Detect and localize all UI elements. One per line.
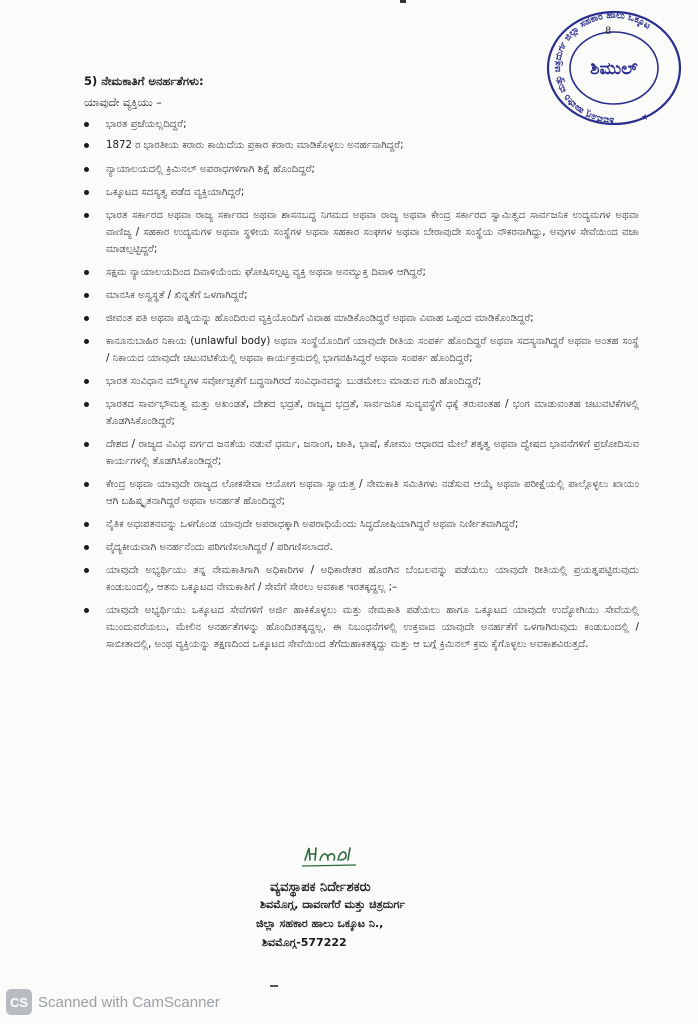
- list-item: ದೇಶದ / ರಾಜ್ಯದ ವಿವಿಧ ವರ್ಗದ ಜನತೆಯ ನಡುವೆ ಧರ್ಮ, ಜನಾಂಗ, ಜಾತಿ, ಭಾಷೆ, ಕೋಮು ಆಧಾರದ ಮೇಲೆ ಶತೃತ್ವ ಅಥವಾ ದ್ವೇಷದ ಭಾವನೆಗಳಿಗೆ ಪ್ರಚೋದಿಸುವ ಕಾರ್ಯಗಳಲ್ಲಿ ತೊಡಗಿಸಿಕೊಂಡಿದ್ದರೆ;: [84, 436, 639, 470]
- camscanner-logo-icon: CS: [6, 989, 32, 1015]
- handwritten-signature: [300, 842, 360, 872]
- seal-star-icon: ★: [641, 113, 650, 123]
- bullet-icon: [84, 442, 89, 447]
- camscanner-watermark: [6, 988, 220, 1016]
- bullet-icon: [84, 568, 89, 573]
- list-item: ಯಾವುದೇ ಅಭ್ಯರ್ಥಿಯು ಒಕ್ಕೂಟದ ಸೇವೆಗಳಿಗೆ ಅರ್ಜಿ ಹಾಕಿಕೊಳ್ಳಲು ಮತ್ತು ನೇಮಕಾತಿ ಪಡೆಯಲು ಹಾಗೂ ಒಕ್ಕೂಟದ ಯಾವುದೇ ಉದ್ಯೋಗಿಯು ಸೇವೆಯಲ್ಲಿ ಮುಂದುವರೆಯಲು, ಮೇಲಿನ ಅನರ್ಹತೆಗಳನ್ನು ಹೊಂದಿರತಕ್ಕದ್ದಲ್ಲ. ಈ ನಿಬಂಧನೆಗಳಲ್ಲಿ ಉಕ್ತವಾದ ಯಾವುದೇ ಅನರ್ಹತೆಗೆ ಒಳಗಾಗಿರುವುದು ಕಂಡುಬಂದಲ್ಲಿ / ಸಾಬೀತಾದಲ್ಲಿ, ಅಂಥ ವ್ಯಕ್ತಿಯನ್ನು ತಕ್ಷಣದಿಂದ ಒಕ್ಕೂಟದ ಸೇವೆಯಿಂದ ತೆಗೆದುಹಾಕತಕ್ಕದ್ದು ಮತ್ತು ಆ ಬಗ್ಗೆ ಕ್ರಿಮಿನಲ್ ಕ್ರಮ ಕೈಗೊಳ್ಳಲು ಅವಕಾಶವಿರುತ್ತದೆ.: [84, 602, 639, 653]
- bullet-icon: [84, 545, 89, 550]
- scan-artifact: [400, 0, 406, 3]
- seal-ring-text: ಶಿವಮೊಗ್ಗ ಹಾವೇರಿ ಮತ್ತು ಚಿತ್ರದುರ್ಗ ಜಿಲ್ಲಾ ಸಹಕಾರ ಹಾಲು ಒಕ್ಕೂಟ: [552, 10, 652, 126]
- list-item: ನೈತಿಕ ಅಧಃಪತನವನ್ನು ಒಳಗೊಂಡ ಯಾವುದೇ ಅಪರಾಧಕ್ಕಾಗಿ ಅಪರಾಧಿಯೆಂದು ಸಿದ್ಧದೋಷಿಯಾಗಿದ್ದರೆ ಅಥವಾ ನಿರ್ಣೀತವಾಗಿದ್ದರೆ;: [84, 516, 639, 533]
- signature-block: [256, 880, 490, 952]
- section-heading: 5) ನೇಮಕಾತಿಗೆ ಅನರ್ಹತೆಗಳು:: [84, 74, 204, 88]
- disqualification-list: [84, 116, 639, 653]
- list-item: ಮಾನಸಿಕ ಅಸ್ವಸ್ಥತೆ / ಖಿನ್ನತೆಗೆ ಒಳಗಾಗಿದ್ದರೆ;: [84, 287, 639, 304]
- list-item: ಭಾರತ ಪ್ರಜೆಯಲ್ಲದಿದ್ದರೆ;: [84, 116, 639, 133]
- list-item: ಜೀವಂತ ಪತಿ ಅಥವಾ ಪತ್ನಿಯನ್ನು ಹೊಂದಿರುವ ವ್ಯಕ್ತಿಯೊಂದಿಗೆ ವಿವಾಹ ಮಾಡಿಕೊಂಡಿದ್ದರೆ ಅಥವಾ ವಿವಾಹ ಒಪ್ಪಂದ ಮಾಡಿಕೊಂಡಿದ್ದರೆ;: [84, 310, 639, 327]
- seal-center-text: ಶಿಮುಲ್: [590, 59, 638, 79]
- list-item: ಒಕ್ಕೂಟದ ಸದಸ್ಯತ್ವ ಪಡೆದ ವ್ಯಕ್ತಿಯಾಗಿದ್ದರೆ;: [84, 184, 639, 201]
- bullet-icon: [84, 190, 89, 195]
- section-intro: ಯಾವುದೇ ವ್ಯಕ್ತಿಯು –: [84, 96, 162, 109]
- list-item: ಕಾನೂನುಬಾಹಿರ ನಿಕಾಯ (unlawful body) ಅಥವಾ ಸಂಸ್ಥೆಯೊಂದಿಗೆ ಯಾವುದೇ ರೀತಿಯ ಸಂಪರ್ಕ ಹೊಂದಿದ್ದರೆ ಅಥವಾ ಸದಸ್ಯನಾಗಿದ್ದರೆ ಅಥವಾ ಅಂತಹ ಸಂಸ್ಥೆ / ನಿಕಾಯದ ಯಾವುದೇ ಚಟುವಟಿಕೆಯಲ್ಲಿ ಅಥವಾ ಕಾರ್ಯಕ್ರಮದಲ್ಲಿ ಭಾಗವಹಿಸಿದ್ದರೆ ಅಥವಾ ಸಂಪರ್ಕ ಹೊಂದಿದ್ದರೆ;: [84, 333, 639, 367]
- list-item: ನ್ಯಾಯಾಲಯದಲ್ಲಿ ಕ್ರಿಮಿನಲ್ ಅಪರಾಧಗಳಿಗಾಗಿ ಶಿಕ್ಷೆ ಹೊಂದಿದ್ದರೆ;: [84, 161, 639, 178]
- bullet-icon: [84, 293, 89, 298]
- list-item: 1872 ರ ಭಾರತೀಯ ಕರಾರು ಕಾಯಿದೆಯ ಪ್ರಕಾರ ಕರಾರು ಮಾಡಿಕೊಳ್ಳಲು ಅನರ್ಹನಾಗಿದ್ದರೆ;: [84, 137, 639, 154]
- bullet-icon: [84, 167, 89, 172]
- scan-artifact: [270, 985, 278, 987]
- bullet-icon: [84, 482, 89, 487]
- bullet-icon: [84, 608, 89, 613]
- camscanner-text: Scanned with CamScanner: [38, 993, 220, 1011]
- list-item: ಭಾರತ ಸರ್ಕಾರದ ಅಥವಾ ರಾಜ್ಯ ಸರ್ಕಾರದ ಅಥವಾ ಶಾಸನಬದ್ಧ ನಿಗಮದ ಅಥವಾ ರಾಜ್ಯ ಅಥವಾ ಕೇಂದ್ರ ಸರ್ಕಾರದ ಸ್ವಾಮಿತ್ವದ ಸಾರ್ವಜನಿಕ ಉದ್ಯಮಗಳ ಅಥವಾ ವಾಣಿಜ್ಯ / ಸಹಕಾರ ಉದ್ಯಮಗಳ ಅಥವಾ ಸ್ಥಳೀಯ ಸಂಸ್ಥೆಗಳ ಅಥವಾ ಸಹಕಾರ ಸಂಘಗಳ ಅಥವಾ ಬೇರಾವುದೇ ಸಂಸ್ಥೆಯ ನೌಕರನಾಗಿದ್ದು, ಅವುಗಳ ಸೇವೆಯಿಂದ ವಜಾ ಮಾಡಲ್ಪಟ್ಟಿದ್ದರೆ;: [84, 207, 639, 258]
- bullet-icon: [84, 143, 89, 148]
- bullet-icon: [84, 339, 89, 344]
- signatory-title: ವ್ಯವಸ್ಥಾಪಕ ನಿರ್ದೇಶಕರು: [270, 880, 371, 895]
- list-item: ಯಾವುದೇ ಅಭ್ಯರ್ಥಿಯು ತನ್ನ ನೇಮಕಾತಿಗಾಗಿ ಅಧಿಕಾರಿಗಳ / ಅಧಿಕಾರೇತರ ಹೊರಗಿನ ಬೆಂಬಲವನ್ನು ಪಡೆಯಲು ಯಾವುದೇ ರೀತಿಯಲ್ಲಿ ಪ್ರಯತ್ನಪಟ್ಟಿರುವುದು ಕಂಡುಬಂದಲ್ಲಿ, ಆತನು ಒಕ್ಕೂಟದ ನೇಮಕಾತಿಗೆ / ಸೇವೆಗೆ ಸೇರಲು ಅವಕಾಶ ಇರತಕ್ಕದ್ದಲ್ಲ ;–: [84, 562, 639, 596]
- list-item: ಸಕ್ಷಮ ನ್ಯಾಯಾಲಯದಿಂದ ದಿವಾಳಿಯೆಂದು ಘೋಷಿಸಲ್ಪಟ್ಟ ವ್ಯಕ್ತಿ ಅಥವಾ ಅನಮ್ಯುಕ್ತ ದಿವಾಳಿ ಆಗಿದ್ದರೆ;: [84, 264, 639, 281]
- bullet-icon: [84, 316, 89, 321]
- signatory-line-3: ಶಿವಮೊಗ್ಗ-577222: [262, 936, 347, 949]
- list-item: ಭಾರತ ಸಂವಿಧಾನ ಮೌಲ್ಯಗಳ ಸರ್ವೋಚ್ಛತೆಗೆ ಬದ್ಧನಾಗಿರದೆ ಸಂವಿಧಾನವನ್ನು ಬುಡಮೇಲು ಮಾಡುವ ಗುರಿ ಹೊಂದಿದ್ದರೆ;: [84, 373, 639, 390]
- list-item: ಭಾರತದ ಸಾರ್ವಭೌಮತ್ವ ಮತ್ತು ಅಖಂಡತೆ, ದೇಶದ ಭದ್ರತೆ, ರಾಜ್ಯದ ಭದ್ರತೆ, ಸಾರ್ವಜನಿಕ ಸುವ್ಯವಸ್ಥೆಗೆ ಧಕ್ಕೆ ತರುವಂತಹ / ಭಂಗ ಮಾಡುವಂತಹ ಚಟುವಟಿಕೆಗಳಲ್ಲಿ ತೊಡಗಿಸಿಕೊಂಡಿದ್ದರೆ;: [84, 396, 639, 430]
- signatory-line-2: ಜಿಲ್ಲಾ ಸಹಕಾರ ಹಾಲು ಒಕ್ಕೂಟ ನಿ.,: [256, 917, 384, 930]
- bullet-icon: [84, 402, 89, 407]
- bullet-icon: [84, 122, 89, 127]
- page-number: 8: [605, 26, 612, 37]
- signatory-line-1: ಶಿವಮೊಗ್ಗ, ದಾವಣಗೆರೆ ಮತ್ತು ಚಿತ್ರದುರ್ಗ: [260, 898, 406, 911]
- bullet-icon: [84, 270, 89, 275]
- bullet-icon: [84, 522, 89, 527]
- official-seal: [543, 8, 685, 132]
- bullet-icon: [84, 379, 89, 384]
- list-item: ವೈದ್ಯಕೀಯವಾಗಿ ಅನರ್ಹನೆಂದು ಪರಿಗಣಿಸಲಾಗಿದ್ದರೆ / ಪರಿಗಣಿಸಲಾದರೆ.: [84, 539, 639, 556]
- list-item: ಕೇಂದ್ರ ಅಥವಾ ಯಾವುದೇ ರಾಜ್ಯದ ಲೋಕಸೇವಾ ಆಯೋಗ ಅಥವಾ ಸ್ವಾಯತ್ತ / ನೇಮಕಾತಿ ಸಮಿತಿಗಳು ನಡೆಸುವ ಆಯ್ಕೆ ಅಥವಾ ಪರೀಕ್ಷೆಯಲ್ಲಿ ಪಾಲ್ಗೊಳ್ಳಲು ಖಾಯಂ ಆಗಿ ಬಹಿಷ್ಕೃತನಾಗಿದ್ದರೆ ಅಥವಾ ಅನರ್ಹತೆ ಹೊಂದಿದ್ದರೆ;: [84, 476, 639, 510]
- bullet-icon: [84, 213, 89, 218]
